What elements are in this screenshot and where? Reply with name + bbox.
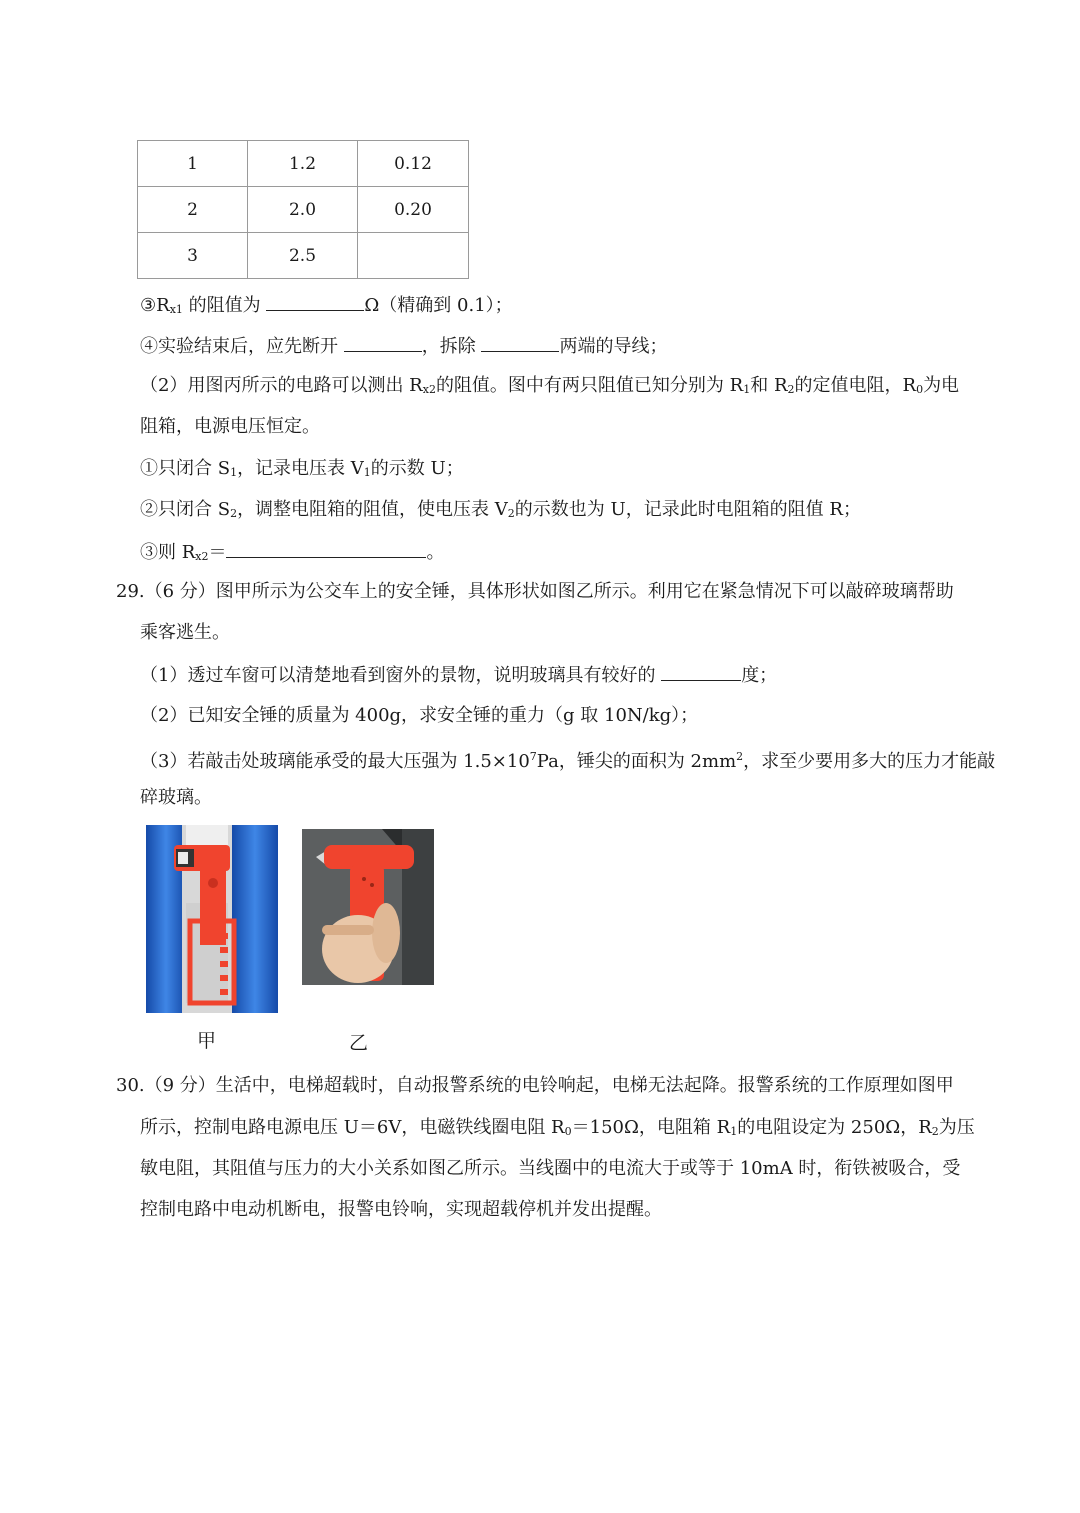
q29-part3-line1 bbox=[140, 745, 995, 774]
q30-line3: 敏电阻，其阻值与压力的大小关系如图乙所示。当线圈中的电流大于或等于 10mA 时，衔铁被吸合，受 bbox=[140, 1158, 961, 1179]
q30-line2 bbox=[140, 1116, 975, 1144]
text: （2）用图丙所示的电路可以测出 R bbox=[140, 375, 423, 396]
text: 为压 bbox=[938, 1117, 975, 1138]
text: ④实验结束后，应先断开 bbox=[140, 336, 338, 357]
caption-jia: 甲 bbox=[197, 1030, 217, 1052]
text: ③则 R bbox=[140, 542, 196, 563]
table-row bbox=[138, 141, 469, 187]
data-table bbox=[137, 140, 469, 279]
caption-yi: 乙 bbox=[349, 1032, 369, 1054]
q29-part3-line2: 碎玻璃。 bbox=[140, 787, 212, 808]
text: Pa，锤尖的面积为 2mm bbox=[536, 751, 737, 772]
superscript: 2 bbox=[736, 750, 744, 763]
hammer-on-bus-illustration bbox=[146, 825, 278, 1013]
text: ，调整电阻箱的阻值，使电压表 V bbox=[237, 499, 508, 520]
q28-step-s2 bbox=[140, 498, 861, 526]
q28-step4-line bbox=[140, 333, 667, 359]
subscript: 1 bbox=[730, 1125, 738, 1138]
table-cell: 2.5 bbox=[248, 233, 358, 279]
answer-blank[interactable] bbox=[266, 292, 364, 311]
text: 所示，控制电路电源电压 U＝6V，电磁铁线圈电阻 R bbox=[140, 1117, 565, 1138]
superscript: 7 bbox=[529, 750, 537, 763]
subscript: 2 bbox=[507, 507, 515, 520]
text: 度； bbox=[741, 665, 778, 686]
text: 和 R bbox=[750, 375, 788, 396]
text: 的阻值。图中有两只阻值已知分别为 R bbox=[435, 375, 744, 396]
subscript: 1 bbox=[743, 383, 751, 396]
q29-stem-line2: 乘客逃生。 bbox=[140, 622, 230, 643]
table-row bbox=[138, 233, 469, 279]
table-row bbox=[138, 187, 469, 233]
table-cell: 0.20 bbox=[358, 187, 469, 233]
q28-step3-line bbox=[140, 292, 513, 322]
subscript: 2 bbox=[230, 507, 238, 520]
text: ③R bbox=[140, 295, 170, 316]
text: ＝150Ω，电阻箱 R bbox=[571, 1117, 731, 1138]
q29-part1 bbox=[140, 662, 777, 688]
table-cell: 3 bbox=[138, 233, 248, 279]
subscript: x1 bbox=[169, 303, 183, 316]
text: 的定值电阻，R bbox=[794, 375, 917, 396]
q30-line4: 控制电路中电动机断电，报警电铃响，实现超载停机并发出提醒。 bbox=[140, 1199, 662, 1220]
q29-stem-line1: 29.（6 分）图甲所示为公交车上的安全锤，具体形状如图乙所示。利用它在紧急情况下可以敲碎玻璃帮助 bbox=[116, 581, 954, 602]
q28-step-s3 bbox=[140, 539, 444, 569]
q29-part2: （2）已知安全锤的质量为 400g，求安全锤的重力（g 取 10N/kg）； bbox=[140, 705, 699, 726]
photo-hammer-in-hand bbox=[302, 829, 434, 985]
q28-part2-line1 bbox=[140, 374, 959, 402]
q28-step-s1 bbox=[140, 457, 464, 485]
subscript: x2 bbox=[422, 383, 436, 396]
q30-line1: 30.（9 分）生活中，电梯超载时，自动报警系统的电铃响起，电梯无法起降。报警系统的工作原理如图甲 bbox=[116, 1075, 954, 1096]
text: ②只闭合 S bbox=[140, 499, 231, 520]
answer-blank[interactable] bbox=[344, 333, 422, 352]
table-cell: 1.2 bbox=[248, 141, 358, 187]
subscript: 1 bbox=[230, 466, 238, 479]
text: Ω（精确到 0.1）； bbox=[364, 295, 513, 316]
text: 两端的导线； bbox=[559, 336, 668, 357]
table-cell: 2 bbox=[138, 187, 248, 233]
text: 的电阻设定为 250Ω，R bbox=[737, 1117, 932, 1138]
subscript: 2 bbox=[931, 1125, 939, 1138]
subscript: 2 bbox=[787, 383, 795, 396]
text: 的示数也为 U，记录此时电阻箱的阻值 R； bbox=[514, 499, 861, 520]
answer-blank[interactable] bbox=[481, 333, 559, 352]
text: 的示数 U； bbox=[370, 458, 464, 479]
text: ，拆除 bbox=[421, 336, 476, 357]
text: 的阻值为 bbox=[188, 295, 261, 316]
text: （3）若敲击处玻璃能承受的最大压强为 1.5×10 bbox=[140, 751, 530, 772]
text: （1）透过车窗可以清楚地看到窗外的景物，说明玻璃具有较好的 bbox=[140, 665, 656, 686]
text: ①只闭合 S bbox=[140, 458, 231, 479]
table-cell: 2.0 bbox=[248, 187, 358, 233]
text: 为电 bbox=[923, 375, 960, 396]
text: ，记录电压表 V bbox=[237, 458, 364, 479]
text: ，求至少要用多大的压力才能敲 bbox=[743, 751, 996, 772]
answer-blank[interactable] bbox=[226, 539, 426, 558]
subscript: 0 bbox=[916, 383, 924, 396]
text: 。 bbox=[426, 542, 445, 563]
table-cell bbox=[358, 233, 469, 279]
hammer-in-hand-illustration bbox=[302, 829, 434, 985]
table-cell: 0.12 bbox=[358, 141, 469, 187]
subscript: x2 bbox=[195, 550, 209, 563]
text: ＝ bbox=[208, 542, 227, 563]
q28-part2-line2: 阻箱，电源电压恒定。 bbox=[140, 416, 320, 437]
subscript: 1 bbox=[363, 466, 371, 479]
answer-blank[interactable] bbox=[661, 662, 741, 681]
subscript: 0 bbox=[564, 1125, 572, 1138]
table-cell: 1 bbox=[138, 141, 248, 187]
photo-hammer-on-bus bbox=[146, 825, 278, 1013]
